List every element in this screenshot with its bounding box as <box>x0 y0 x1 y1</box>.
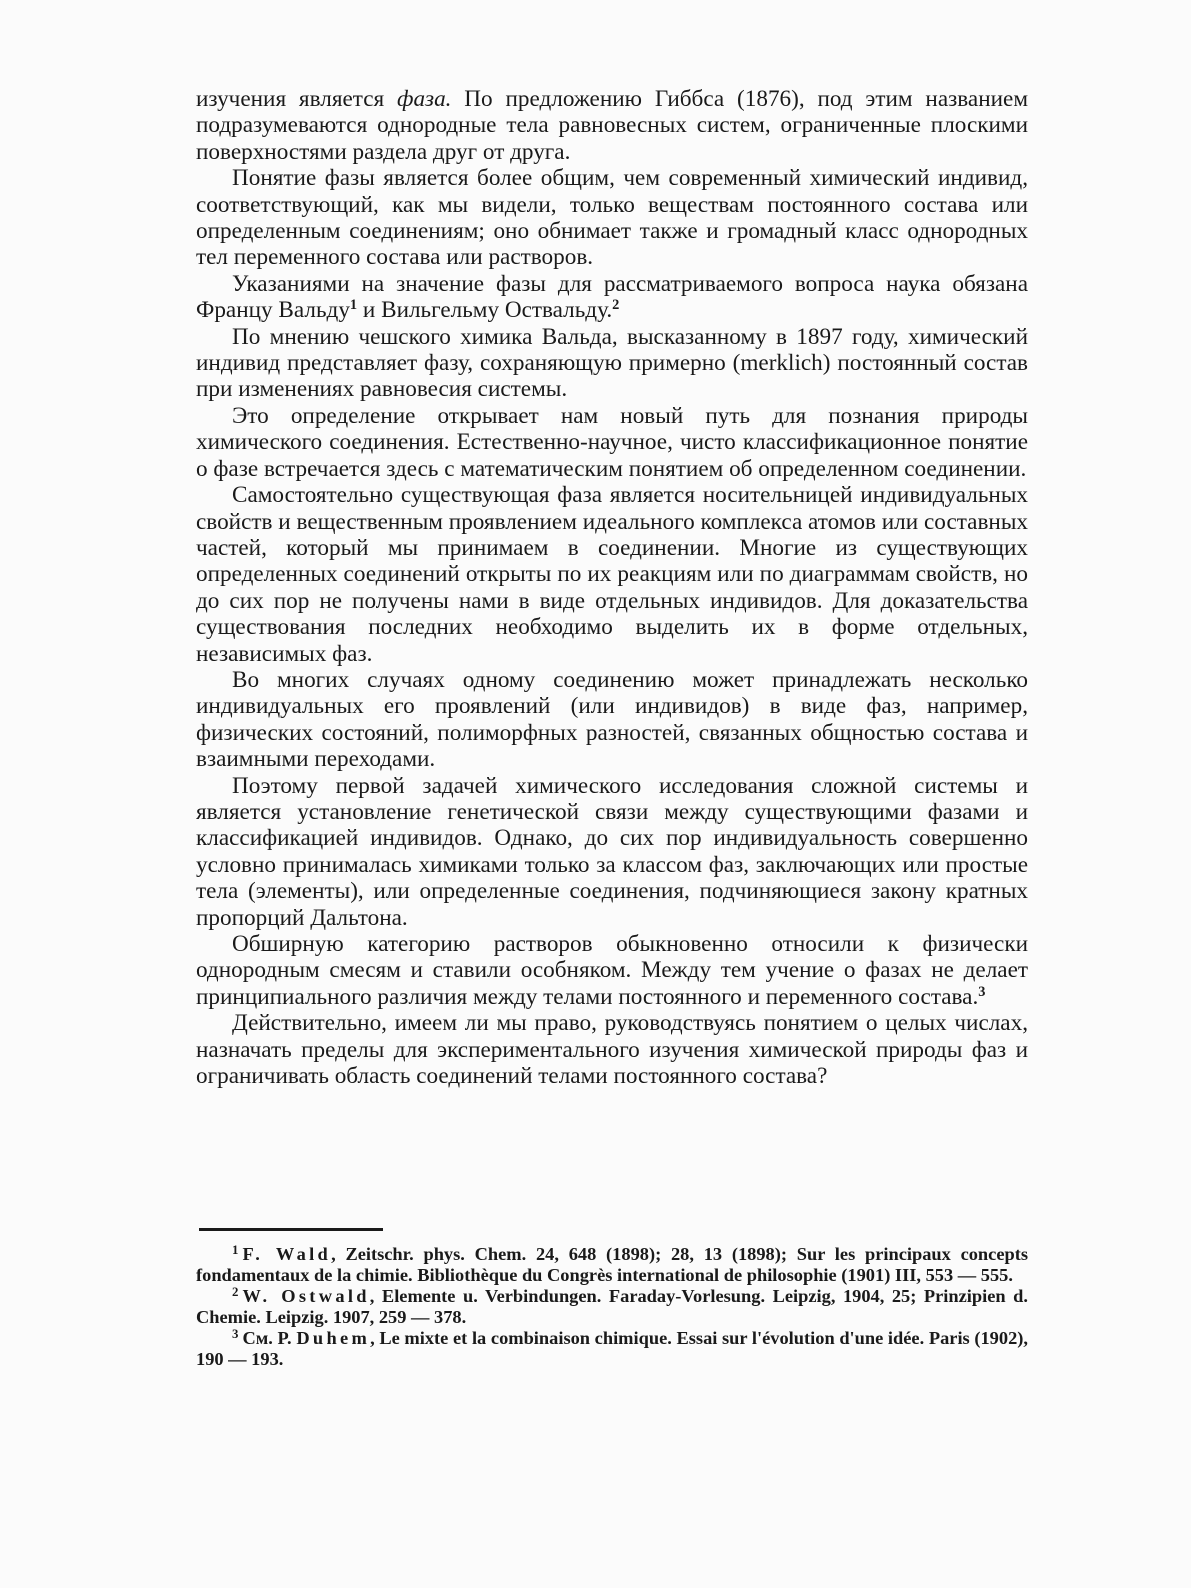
footnote-ref-3[interactable]: 3 <box>978 983 986 1000</box>
footnote-author: F. Wald <box>242 1244 332 1264</box>
paragraph-7: Во многих случаях одному соединению может принадлежать несколько индивидуальных его проявлений (или индивидов) в виде фаз, например, физических состояний, полиморфных разностей, связанных общностью состава и взаимными переходами. <box>196 666 1028 773</box>
paragraph-8: Поэтому первой задачей химического исследования сложной системы и является установление генетической связи между существующими фазами и классификацией индивидов. Однако, до сих пор индивидуальность совершенно условно принималась химиками только за классом фаз, заключающих или простые тела (элементы), или определенные соединения, подчиняющиеся закону кратных пропорций Дальтона. <box>196 772 1028 931</box>
paragraph-2: Понятие фазы является более общим, чем современный химический индивид, соответствующий, как мы видели, только веществам постоянного состава или определенным соединениям; оно обнимает также и громадный класс однородных тел переменного состава или растворов. <box>196 165 1028 271</box>
paragraph-4: По мнению чешского химика Вальда, высказанному в 1897 году, химический индивид представляет фазу, сохраняющую примерно (merklich) постоянный состав при изменениях равновесия системы. <box>196 323 1028 403</box>
footnote-3: $^3$ См. P. Duhem, Le mixte et la combinaison chimique. Essai sur l'évolution d'une idée. Paris (1902), 190 — 193. <box>196 1327 1028 1369</box>
footnote-ref-1[interactable]: 1 <box>349 297 358 314</box>
paragraph-10: Действительно, имеем ли мы право, руководствуясь понятием о целых числах, назначать пределы для экспериментального изучения химической природы фаз и ограничивать область соединений телами постоянного состава? <box>196 1010 1028 1090</box>
paragraph-9: Обширную категорию растворов обыкновенно относили к физически однородным смесям и ставили особняком. Между тем учение о фазах не делает принципиального различия между телами постоянного и переменного состава.$^3$ <box>196 931 1028 1010</box>
footnote-1: $^1$ F. Wald, Zeitschr. phys. Chem. 24, 648 (1898); 28, 13 (1898); Sur les principaux concepts fondamentaux de la chimie. Bibliothèque du Congrès international de philosophie (1901) III, 553 — 555. <box>196 1243 1028 1285</box>
footnote-author: Duhem <box>296 1328 371 1348</box>
footnote-author: W. Ostwald <box>242 1286 370 1306</box>
footnotes <box>196 1244 1028 1370</box>
footnote-ref-2[interactable]: 2 <box>612 297 620 314</box>
footnote-divider <box>199 1228 383 1231</box>
term-phase: фаза. <box>396 86 452 112</box>
paragraph-6: Самостоятельно существующая фаза является носительницей индивидуальных свойств и вещественным проявлением идеального комплекса атомов или составных частей, который мы принимаем в соединении. Многие из существующих определенных соединений открыты по их реакциям или по диаграммам свойств, но до сих пор не получены нами в виде отдельных индивидов. Для доказательства существования последних необходимо выделить их в форме отдельных, независимых фаз. <box>196 482 1028 667</box>
paragraph-3: Указаниями на значение фазы для рассматриваемого вопроса наука обязана Францу Вальду$^1$ и Вильгельму Оствальду.$^2$ <box>196 270 1028 324</box>
footnote-2: $^2$ W. Ostwald, Elemente u. Verbindungen. Faraday-Vorlesung. Leipzig, 1904, 25; Prinzipien d. Chemie. Leipzig. 1907, 259 — 378. <box>196 1285 1028 1327</box>
paragraph-5: Это определение открывает нам новый путь для познания природы химического соединения. Естественно-научное, чисто классификационное понятие о фазе встречается здесь с математическим понятием об определенном соединении. <box>196 402 1028 482</box>
main-text <box>196 86 1028 1089</box>
paragraph-1: изучения является фаза. По предложению Гиббса (1876), под этим названием подразумеваются однородные тела равновесных систем, ограниченные плоскими поверхностями раздела друг от друга. <box>196 86 1029 165</box>
